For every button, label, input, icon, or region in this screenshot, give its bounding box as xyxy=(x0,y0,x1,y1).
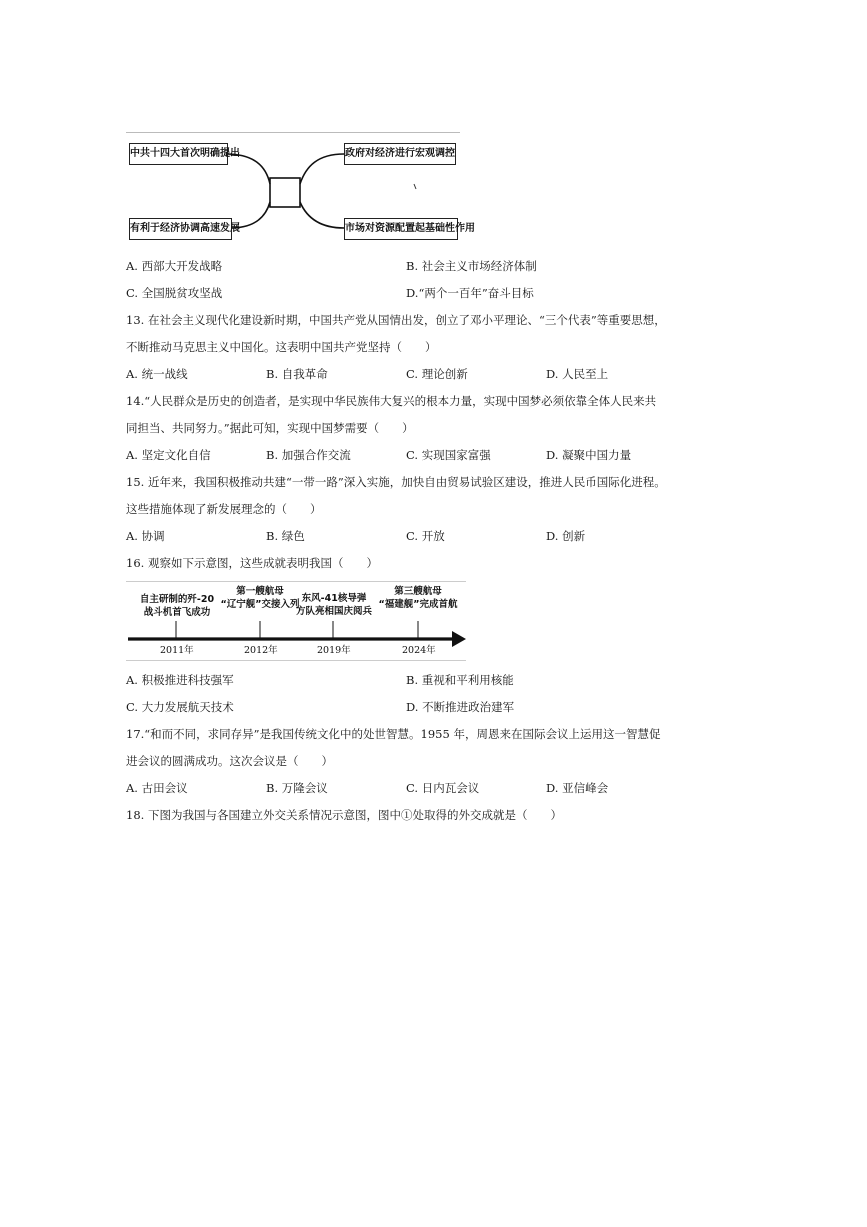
timeline-year-2: 2012年 xyxy=(244,645,278,656)
timeline-event-1-line1: 自主研制的歼-20 xyxy=(139,594,215,605)
timeline-year-4: 2024年 xyxy=(402,645,436,656)
q15-option-a: A. 协调 xyxy=(126,529,165,543)
timeline-event-2-line2: “辽宁舰”交接入列 xyxy=(220,599,300,610)
q15-stem-line2: 这些措施体现了新发展理念的（ ） xyxy=(126,502,322,516)
timeline-year-3: 2019年 xyxy=(317,645,351,656)
timeline-year-1: 2011年 xyxy=(160,645,194,656)
q16-option-b: B. 重视和平利用核能 xyxy=(406,673,514,687)
q17-stem-line2: 进会议的圆满成功。这次会议是（ ） xyxy=(126,754,333,768)
q13-option-c: C. 理论创新 xyxy=(406,367,468,381)
mindmap-figure xyxy=(126,132,475,248)
q15-option-b: B. 绿色 xyxy=(266,529,305,543)
q14-option-b: B. 加强合作交流 xyxy=(266,448,351,462)
q15-stem-line1: 15. 近年来，我国积极推动共建“一带一路”深入实施，加快自由贸易试验区建设，推进人民币国际化进程。 xyxy=(126,475,666,489)
q18-stem: 18. 下图为我国与各国建立外交关系情况示意图，图中①处取得的外交成就是（ ） xyxy=(126,808,562,822)
q13-option-a: A. 统一战线 xyxy=(126,367,188,381)
q17-stem-line1: 17.“和而不同，求同存异”是我国传统文化中的处世智慧。1955 年，周恩来在国际会议上运用这一智慧促 xyxy=(126,727,661,741)
q13-stem-line1: 13. 在社会主义现代化建设新时期，中国共产党从国情出发，创立了邓小平理论、“三个代表”等重要思想， xyxy=(126,313,666,327)
q12-option-b: B. 社会主义市场经济体制 xyxy=(406,259,537,273)
q17-option-c: C. 日内瓦会议 xyxy=(406,781,480,795)
q16-option-a: A. 积极推进科技强军 xyxy=(126,673,234,687)
mindmap-node-left-top: 中共十四大首次明确提出 xyxy=(129,143,228,165)
q16-timeline-figure xyxy=(126,581,466,661)
q13-option-d: D. 人民至上 xyxy=(546,367,609,381)
q14-stem-line1: 14.“人民群众是历史的创造者，是实现中华民族伟大复兴的根本力量，实现中国梦必须依靠全体人民来共 xyxy=(126,394,657,408)
q12-option-d: D.“两个一百年”奋斗目标 xyxy=(406,286,534,300)
mindmap-node-right-bottom: 市场对资源配置起基础性作用 xyxy=(344,218,458,240)
q14-option-d: D. 凝聚中国力量 xyxy=(546,448,632,462)
q16-option-d: D. 不断推进政治建军 xyxy=(406,700,515,714)
timeline-event-4-line1: 第三艘航母 xyxy=(394,586,442,597)
q16-option-c: C. 大力发展航天技术 xyxy=(126,700,234,714)
timeline-event-3-line2: 方队亮相国庆阅兵 xyxy=(295,606,372,617)
q17-option-d: D. 亚信峰会 xyxy=(546,781,609,795)
mindmap-node-right-top: 政府对经济进行宏观调控 xyxy=(344,143,456,165)
timeline-event-4-line2: “福建舰”完成首航 xyxy=(378,599,458,610)
timeline-event-3-line1: 东风-41核导弹 xyxy=(301,593,367,604)
q12-option-a: A. 西部大开发战略 xyxy=(126,259,223,273)
q17-option-a: A. 古田会议 xyxy=(126,781,188,795)
q15-option-c: C. 开放 xyxy=(406,529,445,543)
timeline-event-2-line1: 第一艘航母 xyxy=(236,586,284,597)
q17-option-b: B. 万隆会议 xyxy=(266,781,328,795)
timeline-arrow-head xyxy=(452,631,466,647)
mindmap-center-box xyxy=(270,178,300,207)
q13-option-b: B. 自我革命 xyxy=(266,367,328,381)
mindmap-node-left-bottom: 有利于经济协调高速发展 xyxy=(129,218,232,240)
q12-option-c: C. 全国脱贫攻坚战 xyxy=(126,286,223,300)
q14-stem-line2: 同担当、共同努力。”据此可知，实现中国梦需要（ ） xyxy=(126,421,414,435)
q16-stem: 16. 观察如下示意图，这些成就表明我国（ ） xyxy=(126,556,378,570)
q14-option-a: A. 坚定文化自信 xyxy=(126,448,211,462)
q14-option-c: C. 实现国家富强 xyxy=(406,448,491,462)
q15-option-d: D. 创新 xyxy=(546,529,586,543)
timeline-event-1-line2: 战斗机首飞成功 xyxy=(143,607,211,618)
q13-stem-line2: 不断推动马克思主义中国化。这表明中国共产党坚持（ ） xyxy=(126,340,437,354)
